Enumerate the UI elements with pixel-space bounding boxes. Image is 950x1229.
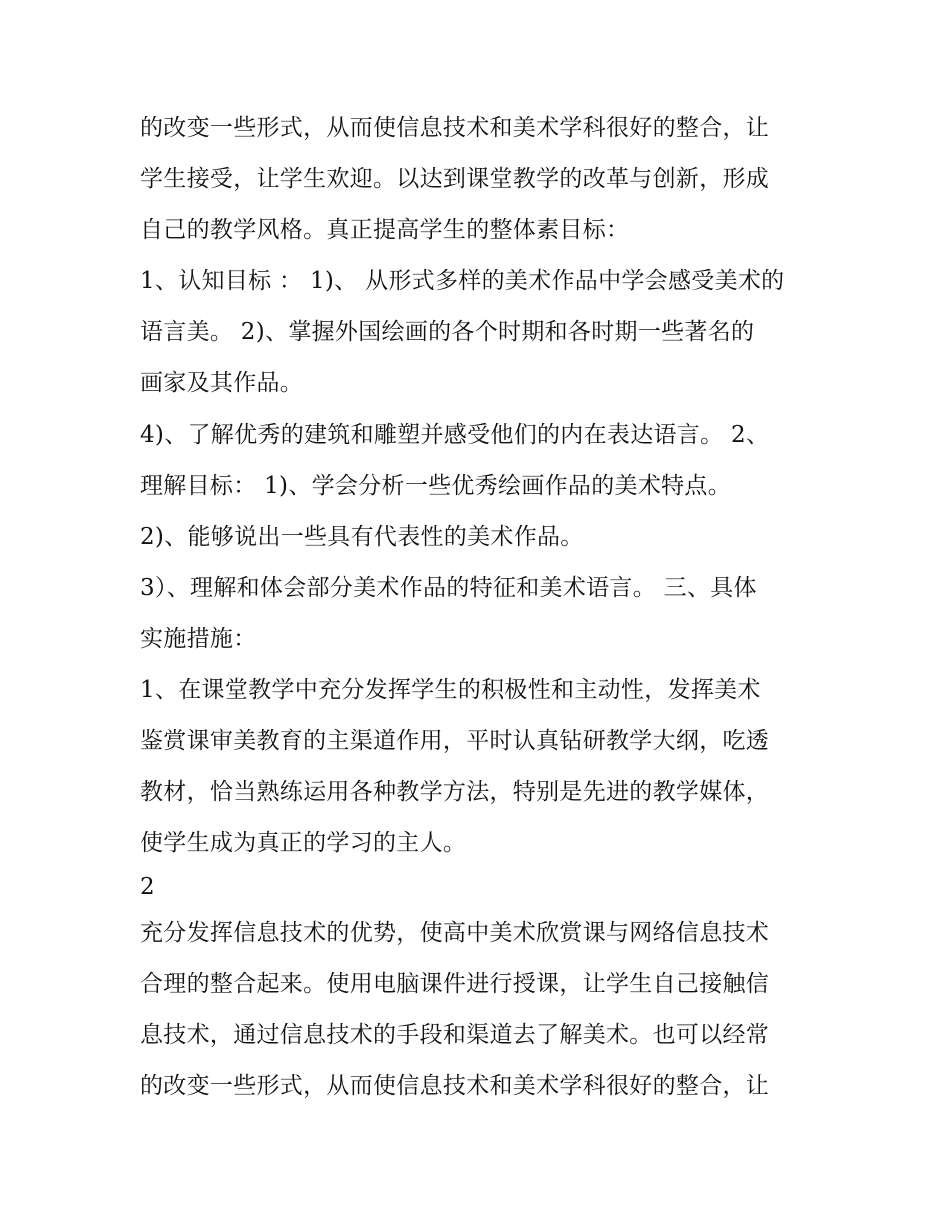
text-line: 2)、能够说出一些具有代表性的美术作品。 (140, 524, 584, 550)
text-line: 的改变一些形式，从而使信息技术和美术学科很好的整合，让 (140, 115, 770, 141)
text-line: 3）、理解和体会部分美术作品的特征和美术语言。 三、具体 (140, 575, 757, 601)
page-number: 2 (140, 874, 155, 900)
text-line: 息技术，通过信息技术的手段和渠道去了解美术。也可以经常 (140, 1022, 770, 1048)
text-line: 1、在课堂教学中充分发挥学生的积极性和主动性，发挥美术 (140, 677, 761, 703)
text-line: 实施措施： (140, 626, 257, 652)
text-line: 鉴赏课审美教育的主渠道作用，平时认真钻研教学大纲，吃透 (140, 728, 770, 754)
text-line: 使学生成为真正的学习的主人。 (140, 830, 467, 856)
text-line: 合理的整合起来。使用电脑课件进行授课，让学生自己接触信 (140, 971, 770, 997)
text-line: 理解目标： 1)、学会分析一些优秀绘画作品的美术特点。 (140, 473, 732, 499)
text-line: 1、认知目标 ： 1)、 从形式多样的美术作品中学会感受美术的 (140, 268, 785, 294)
text-line: 充分发挥信息技术的优势，使高中美术欣赏课与网络信息技术 (140, 920, 770, 946)
text-line: 的改变一些形式，从而使信息技术和美术学科很好的整合，让 (140, 1073, 770, 1099)
text-line: 自己的教学风格。真正提高学生的整体素目标： (140, 217, 630, 243)
text-line: 画家及其作品。 (140, 370, 304, 396)
text-line: 语言美。 2)、掌握外国绘画的各个时期和各时期一些著名的 (140, 319, 755, 345)
text-line: 4)、了解优秀的建筑和雕塑并感受他们的内在表达语言。 2、 (140, 422, 770, 448)
text-line: 教材，恰当熟练运用各种教学方法，特别是先进的教学媒体， (140, 779, 770, 805)
text-line: 学生接受，让学生欢迎。以达到课堂教学的改革与创新，形成 (140, 166, 770, 192)
